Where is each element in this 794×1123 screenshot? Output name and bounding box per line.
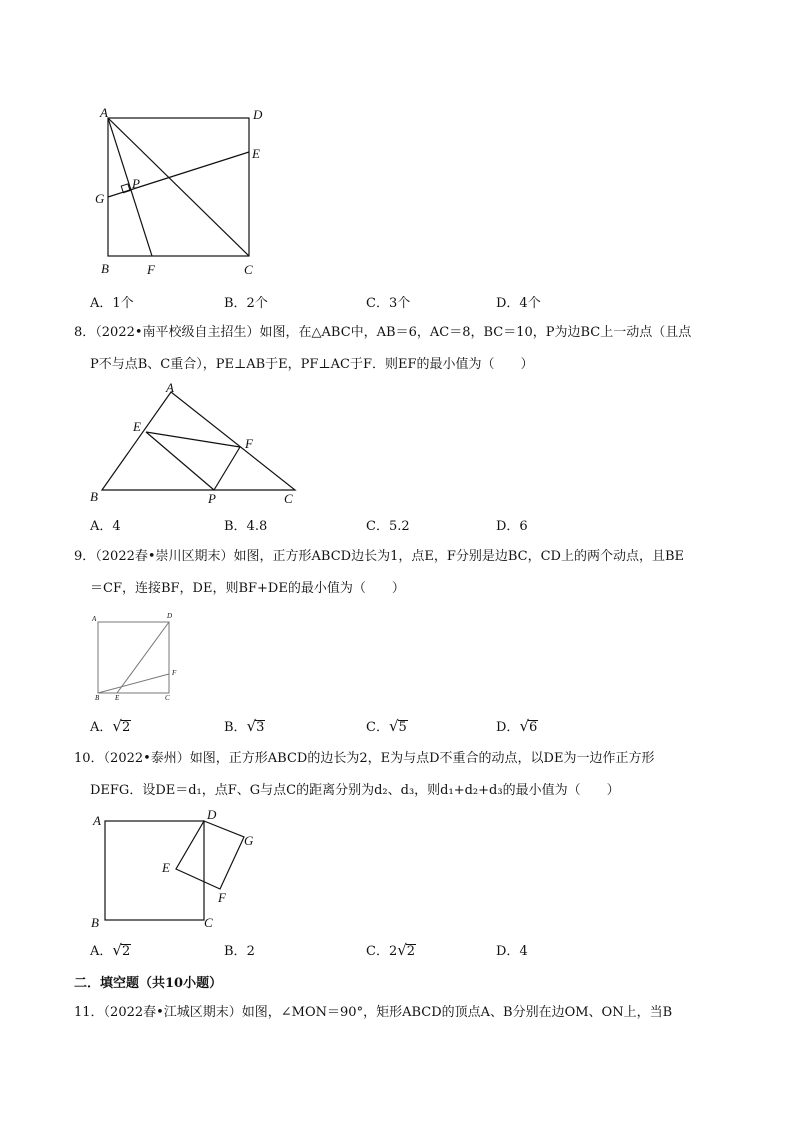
q10-square-defg bbox=[176, 821, 244, 889]
q10-label-g: G bbox=[244, 833, 254, 848]
q10-square-abcd bbox=[105, 821, 204, 920]
q7-label-p: P bbox=[132, 176, 140, 191]
q9-option-b: B．√3 bbox=[224, 717, 265, 735]
q9-line-2: ＝CF，连接BF，DE，则BF+DE的最小值为（ ） bbox=[90, 581, 405, 596]
q7-option-c: C．3个 bbox=[366, 296, 411, 311]
q7-figure bbox=[0, 0, 794, 290]
q7-label-f: F bbox=[147, 262, 155, 277]
q8-label-a: A bbox=[166, 380, 174, 395]
q7-option-b: B．2个 bbox=[224, 296, 268, 311]
q7-label-b: B bbox=[101, 261, 109, 276]
q8-option-c: C．5.2 bbox=[366, 519, 410, 534]
q10-label-f: F bbox=[218, 890, 226, 905]
q8-option-d: D．6 bbox=[496, 519, 528, 534]
q9-label-c: C bbox=[165, 694, 170, 702]
q9-line-de bbox=[117, 622, 169, 693]
q8-diagram bbox=[0, 380, 794, 510]
q7-label-c: C bbox=[244, 262, 253, 277]
q10-line-2: DEFG．设DE＝d₁，点F、G与点C的距离分别为d₂、d₃，则d₁+d₂+d₃的最小值为（ ） bbox=[90, 783, 620, 798]
q9-option-c: C．√5 bbox=[366, 717, 407, 735]
q7-line-ge bbox=[108, 152, 249, 197]
q7-diagram bbox=[0, 0, 794, 290]
q9-label-d: D bbox=[167, 612, 173, 620]
q10-label-a: A bbox=[93, 813, 101, 828]
q10-diagram bbox=[0, 805, 794, 935]
q8-line-2: P不与点B、C重合），PE⊥AB于E，PF⊥AC于F．则EF的最小值为（ ） bbox=[90, 357, 534, 372]
q9-option-a: A．√2 bbox=[90, 717, 131, 735]
q9-line-bf bbox=[98, 674, 169, 693]
q8-label-f: F bbox=[245, 436, 253, 451]
q8-triangle bbox=[102, 392, 295, 490]
q7-label-a: A bbox=[100, 105, 108, 120]
q9-square bbox=[98, 622, 169, 693]
q10-label-b: B bbox=[91, 915, 99, 930]
q10-option-b: B．2 bbox=[224, 944, 255, 959]
q8-figure bbox=[0, 380, 794, 510]
q10-line-1: 10．（2022•泰州）如图，正方形ABCD的边长为2，E为与点D不重合的动点，以DE为一边作正方形 bbox=[74, 751, 655, 766]
q7-option-a: A．1个 bbox=[90, 296, 134, 311]
q9-label-b: B bbox=[95, 694, 100, 702]
q10-label-d: D bbox=[207, 807, 217, 822]
section-heading-fill-in: 二．填空题（共10小题） bbox=[74, 976, 223, 991]
q10-option-d: D．4 bbox=[496, 944, 528, 959]
q7-label-e: E bbox=[252, 146, 260, 161]
q10-figure bbox=[0, 805, 794, 935]
q8-label-p: P bbox=[208, 491, 216, 506]
q9-label-f: F bbox=[172, 669, 177, 677]
q8-line-pf bbox=[214, 447, 240, 490]
q8-line-1: 8．（2022•南平校级自主招生）如图，在△ABC中，AB＝6，AC＝8，BC＝10，P为边BC上一动点（且点 bbox=[74, 325, 692, 340]
q8-option-b: B．4.8 bbox=[224, 519, 268, 534]
q7-label-g: G bbox=[95, 191, 105, 206]
q7-label-d: D bbox=[253, 107, 263, 122]
q9-line-1: 9．（2022春•崇川区期末）如图，正方形ABCD边长为1，点E，F分别是边BC，CD上的两个动点，且BE bbox=[74, 549, 685, 564]
q10-option-a: A．√2 bbox=[90, 941, 131, 959]
q9-figure bbox=[0, 610, 794, 705]
q8-label-c: C bbox=[284, 491, 293, 506]
q11-line-1: 11．（2022春•江城区期末）如图，∠MON＝90°，矩形ABCD的顶点A、B分别在边OM、ON上，当B bbox=[74, 1005, 673, 1020]
q7-option-d: D．4个 bbox=[496, 296, 541, 311]
q9-label-e: E bbox=[115, 694, 120, 702]
q8-option-a: A．4 bbox=[90, 519, 121, 534]
q8-label-b: B bbox=[90, 489, 98, 504]
q10-option-c: C．2√2 bbox=[366, 941, 416, 959]
q9-diagram bbox=[0, 610, 794, 705]
q10-label-e: E bbox=[162, 860, 170, 875]
q10-label-c: C bbox=[204, 915, 213, 930]
q8-label-e: E bbox=[133, 419, 141, 434]
q9-option-d: D．√6 bbox=[496, 717, 538, 735]
q9-label-a: A bbox=[92, 615, 97, 623]
